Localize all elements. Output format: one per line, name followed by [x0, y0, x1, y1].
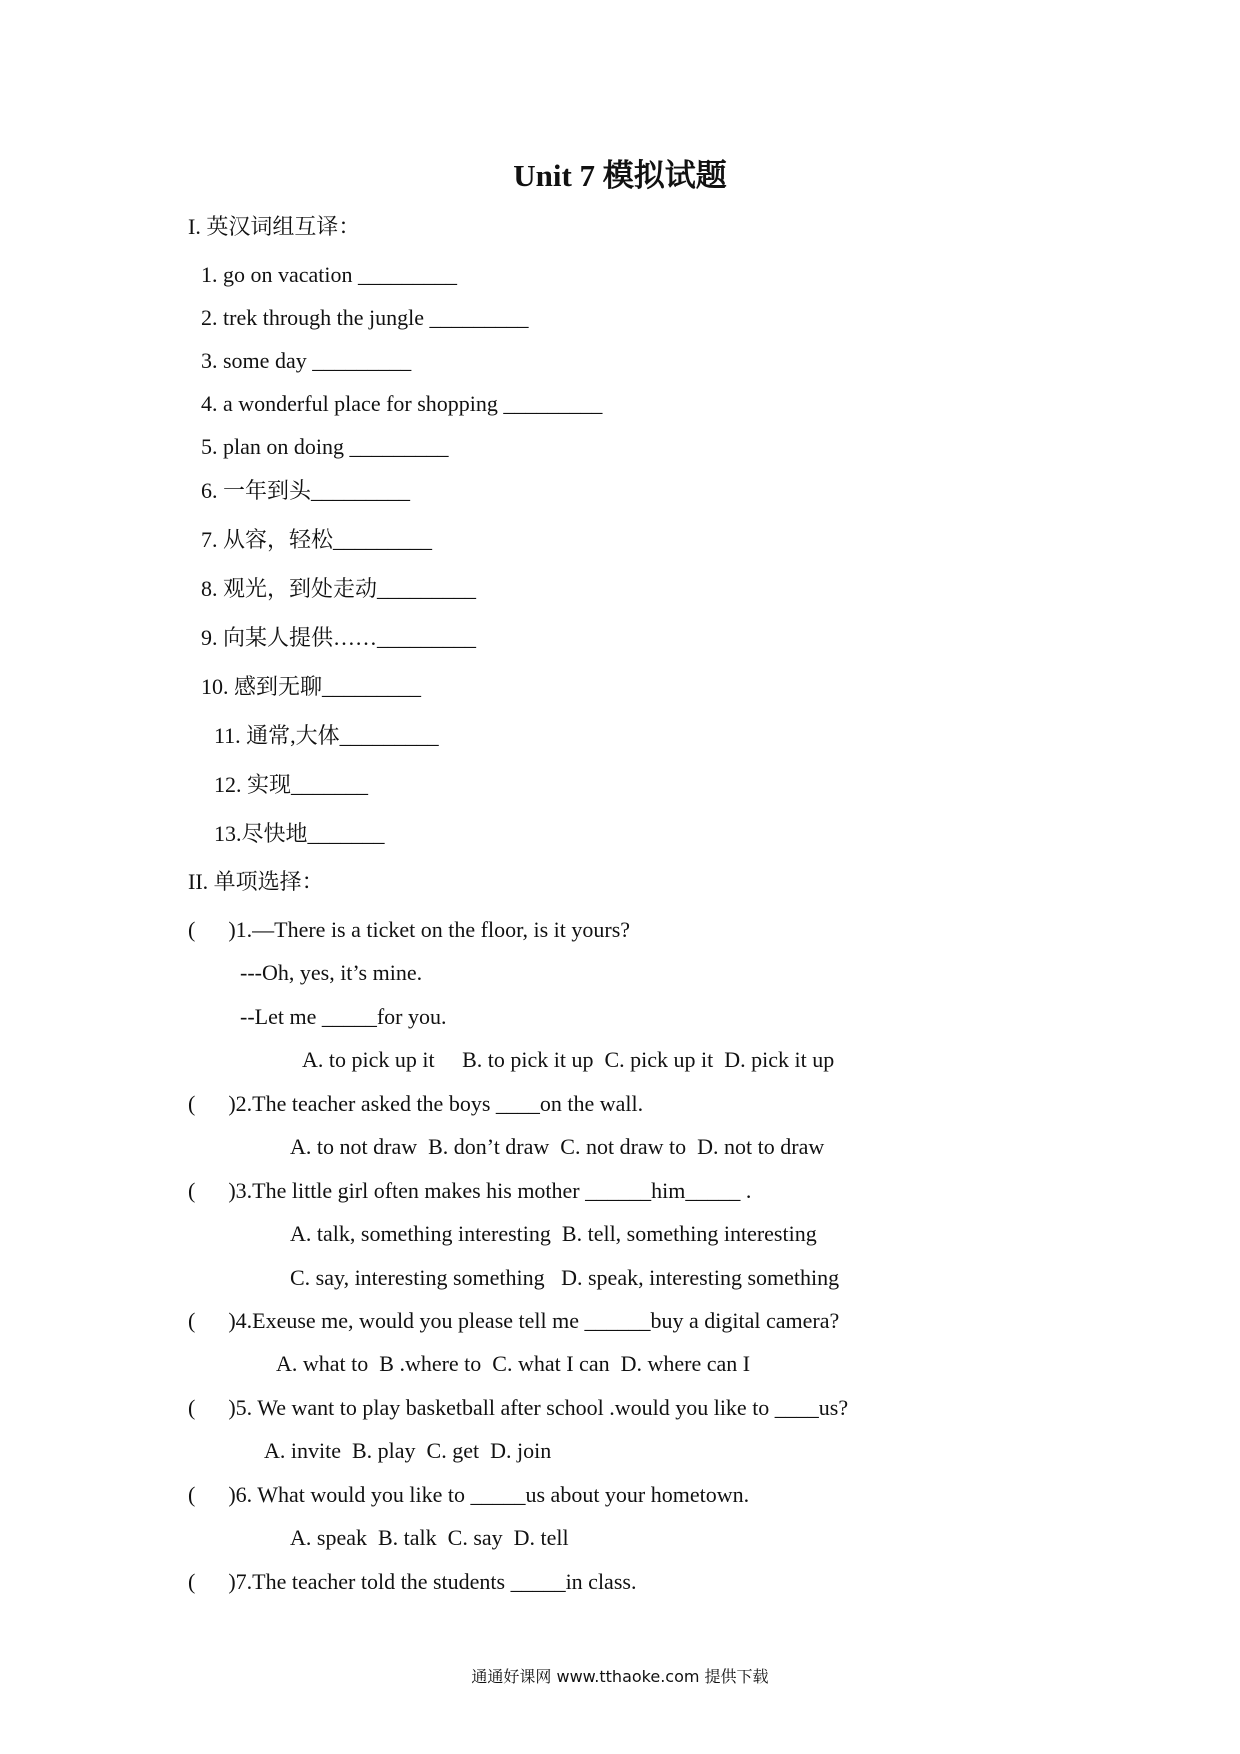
vocab-item: 8. 观光，到处走动_________ — [201, 576, 477, 601]
vocab-item: 12. 实现_______ — [214, 772, 369, 797]
vocab-item: 10. 感到无聊_________ — [201, 674, 422, 699]
question-stem: ( )3.The little girl often makes his mother ______him_____ . — [188, 1178, 752, 1203]
vocab-item: 5. plan on doing _________ — [201, 434, 449, 459]
question-options: A. invite B. play C. get D. join — [264, 1438, 552, 1463]
vocab-item: 3. some day _________ — [201, 348, 412, 373]
question-options: A. talk, something interesting B. tell, something interesting — [290, 1221, 817, 1246]
question-stem: ( )4.Exeuse me, would you please tell me ______buy a digital camera? — [188, 1308, 840, 1333]
question-options: A. to pick up it B. to pick it up C. pick up it D. pick it up — [302, 1047, 835, 1072]
footer-source: 通通好课网 www.tthaoke.com 提供下载 — [471, 1667, 769, 1686]
vocab-item: 11. 通常,大体_________ — [214, 723, 439, 748]
question-options: A. what to B .where to C. what I can D. where can I — [276, 1351, 751, 1376]
section-heading-2: II. 单项选择： — [188, 869, 324, 894]
question-options: C. say, interesting something D. speak, interesting something — [290, 1265, 840, 1290]
vocab-item: 13.尽快地_______ — [214, 821, 385, 846]
question-options: A. to not draw B. don’t draw C. not draw to D. not to draw — [290, 1134, 825, 1159]
vocab-item: 9. 向某人提供……_________ — [201, 625, 477, 650]
question-stem: ( )7.The teacher told the students _____in class. — [188, 1569, 637, 1594]
vocab-item: 1. go on vacation _________ — [201, 262, 458, 287]
question-stem: ( )1.—There is a ticket on the floor, is it yours? — [188, 917, 631, 942]
section-heading-1: I. 英汉词组互译： — [188, 214, 361, 239]
question-stem: ( )5. We want to play basketball after school .would you like to ____us? — [188, 1395, 849, 1420]
question-stem: ( )6. What would you like to _____us about your hometown. — [188, 1482, 750, 1507]
vocab-item: 4. a wonderful place for shopping _________ — [201, 391, 603, 416]
question-dialog-line: ---Oh, yes, it’s mine. — [240, 960, 423, 985]
question-stem: ( )2.The teacher asked the boys ____on the wall. — [188, 1091, 644, 1116]
page-title: Unit 7 模拟试题 — [513, 158, 727, 193]
vocab-item: 2. trek through the jungle _________ — [201, 305, 529, 330]
vocab-item: 6. 一年到头_________ — [201, 478, 411, 503]
question-options: A. speak B. talk C. say D. tell — [290, 1525, 569, 1550]
vocab-item: 7. 从容，轻松_________ — [201, 527, 433, 552]
question-dialog-line: --Let me _____for you. — [240, 1004, 447, 1029]
